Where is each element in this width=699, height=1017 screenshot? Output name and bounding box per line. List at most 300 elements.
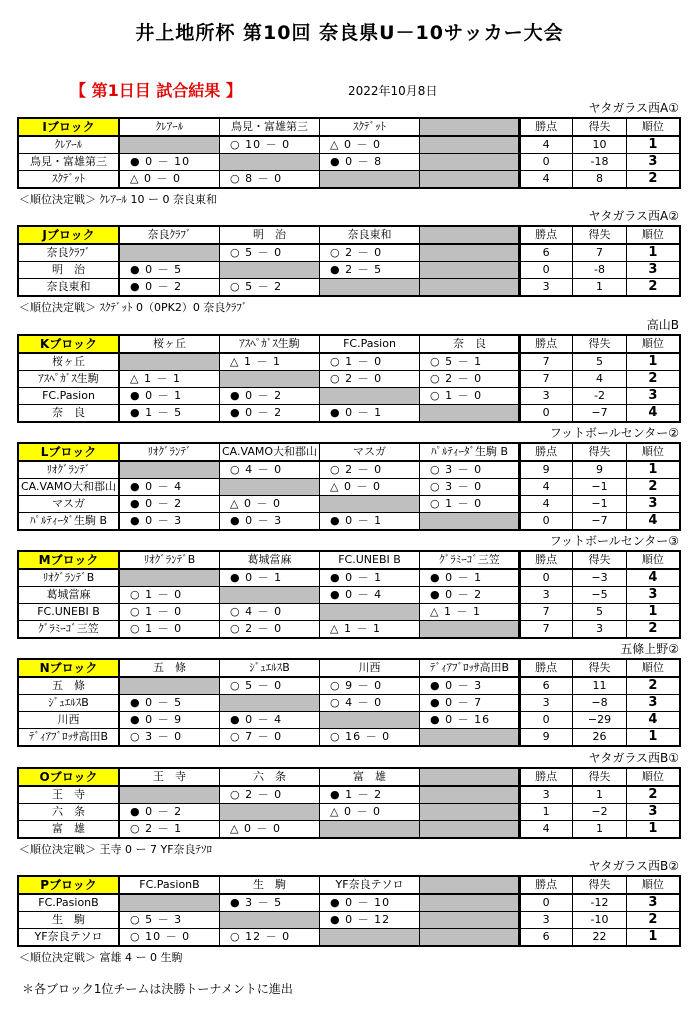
result-cell: ● 1 － 2	[320, 786, 420, 804]
result-cell: ● 0 － 2	[119, 496, 220, 513]
table-row	[18, 279, 520, 297]
rank-cell: 3	[626, 894, 680, 912]
goal-diff-cell: 10	[573, 136, 627, 154]
block-0	[17, 100, 681, 206]
team-column-header: YF奈良テソロ	[320, 876, 420, 894]
result-cell	[420, 804, 521, 821]
result-cell: ○ 2 － 0	[220, 621, 320, 639]
block-3	[17, 425, 681, 528]
table-row	[519, 894, 680, 912]
rank-cell: 2	[626, 912, 680, 929]
stats-header: 得失	[573, 335, 627, 353]
page-title: 井上地所杯 第10回 奈良県U－10サッカー大会	[135, 22, 564, 44]
result-cell: ○ 1 － 0	[119, 621, 220, 639]
table-row	[519, 279, 680, 297]
result-cell	[420, 136, 521, 154]
result-cell: ● 0 － 1	[320, 405, 420, 423]
goal-diff-cell: −29	[573, 712, 627, 729]
rank-cell: 2	[626, 171, 680, 189]
stats-header: 得失	[573, 226, 627, 244]
standings-table	[518, 658, 681, 747]
stats-header: 得失	[573, 551, 627, 569]
points-cell: 7	[519, 371, 573, 388]
venue-label: 五條上野②	[620, 642, 679, 656]
goal-diff-cell: 9	[573, 461, 627, 479]
table-row	[18, 136, 520, 154]
team-name: ｸﾞﾗﾐｰｺﾞ三笠	[18, 621, 119, 639]
table-row	[18, 371, 520, 388]
table-row	[18, 712, 520, 729]
table-row	[18, 929, 520, 947]
result-cell: △ 0 － 0	[119, 171, 220, 189]
goal-diff-cell: 26	[573, 729, 627, 747]
table-row	[519, 353, 680, 371]
table-row	[18, 353, 520, 371]
goal-diff-cell: −2	[573, 804, 627, 821]
rank-cell: 2	[626, 621, 680, 639]
stats-header: 勝点	[519, 876, 573, 894]
table-row	[18, 604, 520, 621]
table-row	[519, 405, 680, 423]
stats-header: 勝点	[519, 551, 573, 569]
venue-label: フットボールセンター②	[549, 426, 679, 440]
result-cell	[320, 821, 420, 839]
table-row	[18, 695, 520, 712]
team-name: ﾊﾟﾙﾃｨｰﾀﾞ生駒 B	[18, 513, 119, 531]
goal-diff-cell: −8	[573, 695, 627, 712]
header-row	[18, 551, 520, 569]
table-row	[18, 244, 520, 262]
stats-header: 順位	[626, 876, 680, 894]
table-row	[519, 677, 680, 695]
points-cell: 0	[519, 405, 573, 423]
rank-cell: 2	[626, 371, 680, 388]
team-name: 王 寺	[18, 786, 119, 804]
standings-table	[518, 875, 681, 947]
points-cell: 4	[519, 821, 573, 839]
block-7	[17, 858, 681, 964]
result-cell	[220, 587, 320, 604]
result-cell: ○ 7 － 0	[220, 729, 320, 747]
team-name: 桜ヶ丘	[18, 353, 119, 371]
table-row	[18, 479, 520, 496]
result-cell: ○ 2 － 0	[420, 371, 521, 388]
rank-cell: 1	[626, 821, 680, 839]
result-cell: ○ 4 － 0	[220, 604, 320, 621]
table-row	[519, 154, 680, 171]
result-cell: ○ 12 － 0	[220, 929, 320, 947]
table-row	[519, 587, 680, 604]
result-cell	[420, 621, 521, 639]
result-cell: ● 0 － 2	[119, 279, 220, 297]
result-cell: ○ 1 － 0	[119, 604, 220, 621]
result-cell	[220, 154, 320, 171]
points-cell: 7	[519, 353, 573, 371]
team-column-header: 富 雄	[320, 768, 420, 786]
venue-label: ヤタガラス西B①	[588, 751, 679, 765]
result-cell	[420, 279, 521, 297]
table-row	[519, 729, 680, 747]
table-row	[18, 513, 520, 531]
result-cell	[220, 479, 320, 496]
results-table	[17, 767, 521, 839]
stats-header: 得失	[573, 443, 627, 461]
result-cell: ● 3 － 5	[220, 894, 320, 912]
team-column-header: ｼﾞｭｴﾙｽB	[220, 659, 320, 677]
rank-cell: 4	[626, 405, 680, 423]
header-row	[519, 876, 680, 894]
result-cell: ○ 10 － 0	[220, 136, 320, 154]
points-cell: 4	[519, 496, 573, 513]
points-cell: 1	[519, 804, 573, 821]
stats-header: 順位	[626, 226, 680, 244]
table-row	[18, 154, 520, 171]
results-table	[17, 117, 521, 189]
result-cell	[320, 712, 420, 729]
standings-table	[518, 550, 681, 639]
table-row	[519, 712, 680, 729]
result-cell	[220, 695, 320, 712]
table-row	[18, 621, 520, 639]
team-column-header: CA.VAMO大和郡山	[220, 443, 320, 461]
rank-cell: 3	[626, 695, 680, 712]
result-cell: ○ 3 － 0	[420, 461, 521, 479]
team-name: YF奈良テソロ	[18, 929, 119, 947]
rank-cell: 3	[626, 154, 680, 171]
table-row	[18, 894, 520, 912]
rank-cell: 2	[626, 677, 680, 695]
team-name: CA.VAMO大和郡山	[18, 479, 119, 496]
team-column-header: 桜ヶ丘	[119, 335, 220, 353]
results-table	[17, 550, 521, 639]
stats-header: 順位	[626, 443, 680, 461]
stats-header: 順位	[626, 768, 680, 786]
team-column-header: ｽｸﾃﾞｯﾄ	[320, 118, 420, 136]
team-column-header	[420, 118, 521, 136]
goal-diff-cell: −5	[573, 587, 627, 604]
table-row	[519, 604, 680, 621]
points-cell: 9	[519, 461, 573, 479]
header-row	[18, 768, 520, 786]
team-column-header: 五 條	[119, 659, 220, 677]
goal-diff-cell: 3	[573, 621, 627, 639]
result-cell: △ 0 － 0	[320, 479, 420, 496]
result-cell: ○ 1 － 0	[119, 587, 220, 604]
result-cell: ● 0 － 2	[220, 388, 320, 405]
result-cell: ● 0 － 1	[420, 569, 521, 587]
goal-diff-cell: −1	[573, 479, 627, 496]
team-name: 富 雄	[18, 821, 119, 839]
result-cell: ○ 4 － 0	[220, 461, 320, 479]
result-cell: ○ 1 － 0	[320, 353, 420, 371]
result-cell: ● 0 － 10	[119, 154, 220, 171]
points-cell: 0	[519, 569, 573, 587]
team-name: 生 駒	[18, 912, 119, 929]
table-row	[519, 388, 680, 405]
block-name: Jブロック	[18, 226, 119, 244]
team-name: ﾘｵｸﾞﾗﾝﾃﾞ	[18, 461, 119, 479]
result-cell: ○ 2 － 0	[320, 371, 420, 388]
rank-cell: 2	[626, 279, 680, 297]
stats-header: 勝点	[519, 335, 573, 353]
result-cell	[119, 569, 220, 587]
result-cell	[119, 786, 220, 804]
goal-diff-cell: −7	[573, 513, 627, 531]
stats-header: 勝点	[519, 226, 573, 244]
result-cell: ● 0 － 16	[420, 712, 521, 729]
result-cell	[320, 388, 420, 405]
points-cell: 4	[519, 171, 573, 189]
result-cell: ● 0 － 10	[320, 894, 420, 912]
rank-cell: 2	[626, 479, 680, 496]
points-cell: 7	[519, 604, 573, 621]
points-cell: 0	[519, 712, 573, 729]
result-cell: ○ 2 － 0	[220, 786, 320, 804]
header-row	[519, 659, 680, 677]
goal-diff-cell: 1	[573, 821, 627, 839]
result-cell: ○ 5 － 2	[220, 279, 320, 297]
table-row	[519, 786, 680, 804]
team-name: ﾘｵｸﾞﾗﾝﾃﾞB	[18, 569, 119, 587]
result-cell: ○ 5 － 1	[420, 353, 521, 371]
team-column-header: 生 駒	[220, 876, 320, 894]
result-cell	[420, 262, 521, 279]
team-name: FC.Pasion	[18, 388, 119, 405]
header-row	[18, 335, 520, 353]
result-cell: △ 0 － 0	[320, 136, 420, 154]
standings-table	[518, 767, 681, 839]
team-name: FC.PasionB	[18, 894, 119, 912]
table-row	[18, 804, 520, 821]
result-cell	[119, 894, 220, 912]
table-row	[18, 171, 520, 189]
stats-header: 順位	[626, 118, 680, 136]
block-6	[17, 750, 681, 856]
team-column-header: 奈良ｸﾗﾌﾞ	[119, 226, 220, 244]
team-column-header: 奈良東和	[320, 226, 420, 244]
rank-cell: 3	[626, 262, 680, 279]
result-cell: ● 0 － 3	[119, 513, 220, 531]
team-name: ｸﾚｱｰﾙ	[18, 136, 119, 154]
result-cell: △ 0 － 0	[220, 496, 320, 513]
goal-diff-cell: 11	[573, 677, 627, 695]
table-row	[519, 244, 680, 262]
team-name: 奈良東和	[18, 279, 119, 297]
header-row	[18, 659, 520, 677]
result-cell	[320, 496, 420, 513]
result-cell: ● 0 － 4	[119, 479, 220, 496]
result-cell: ● 0 － 8	[320, 154, 420, 171]
stats-header: 勝点	[519, 659, 573, 677]
rank-cell: 4	[626, 712, 680, 729]
team-column-header: 奈 良	[420, 335, 521, 353]
team-column-header: ﾘｵｸﾞﾗﾝﾃﾞB	[119, 551, 220, 569]
team-name: ﾃﾞｨｱﾌﾞﾛｯｻ高田B	[18, 729, 119, 747]
block-name: Lブロック	[18, 443, 119, 461]
table-row	[519, 262, 680, 279]
table-row	[519, 804, 680, 821]
result-cell: ○ 2 － 0	[320, 461, 420, 479]
goal-diff-cell: −3	[573, 569, 627, 587]
goal-diff-cell: 7	[573, 244, 627, 262]
table-row	[519, 136, 680, 154]
stats-header: 勝点	[519, 443, 573, 461]
result-cell: ○ 1 － 0	[420, 496, 521, 513]
table-row	[18, 388, 520, 405]
result-cell	[220, 262, 320, 279]
header-row	[18, 226, 520, 244]
result-cell: △ 1 － 1	[320, 621, 420, 639]
result-cell: ○ 5 － 0	[220, 677, 320, 695]
result-cell: ○ 4 － 0	[320, 695, 420, 712]
result-cell	[320, 171, 420, 189]
table-row	[18, 496, 520, 513]
team-column-header: 王 寺	[119, 768, 220, 786]
team-column-header: FC.Pasion	[320, 335, 420, 353]
points-cell: 3	[519, 912, 573, 929]
goal-diff-cell: 1	[573, 279, 627, 297]
table-row	[519, 621, 680, 639]
result-cell: ● 0 － 7	[420, 695, 521, 712]
result-cell: ○ 2 － 1	[119, 821, 220, 839]
result-cell: ● 0 － 2	[119, 804, 220, 821]
points-cell: 0	[519, 262, 573, 279]
result-cell: ○ 8 － 0	[220, 171, 320, 189]
header-row	[519, 335, 680, 353]
result-cell	[119, 677, 220, 695]
team-name: 五 條	[18, 677, 119, 695]
rank-cell: 1	[626, 136, 680, 154]
result-cell: ● 0 － 2	[420, 587, 521, 604]
team-column-header: FC.UNEBI B	[320, 551, 420, 569]
result-cell	[220, 804, 320, 821]
table-row	[18, 587, 520, 604]
team-column-header: 川西	[320, 659, 420, 677]
header-row	[519, 226, 680, 244]
goal-diff-cell: −1	[573, 496, 627, 513]
venue-label: ヤタガラス西B②	[588, 859, 679, 873]
stats-header: 得失	[573, 876, 627, 894]
goal-diff-cell: 1	[573, 786, 627, 804]
block-name: Oブロック	[18, 768, 119, 786]
footer-note: ＊各ブロック1位チームは決勝トーナメントに進出	[22, 982, 293, 996]
result-cell	[119, 353, 220, 371]
points-cell: 6	[519, 677, 573, 695]
block-1	[17, 208, 681, 314]
stats-header: 得失	[573, 659, 627, 677]
team-column-header	[420, 226, 521, 244]
result-cell: ○ 16 － 0	[320, 729, 420, 747]
result-cell: ○ 9 － 0	[320, 677, 420, 695]
team-column-header: ﾊﾟﾙﾃｨｰﾀﾞ生駒 B	[420, 443, 521, 461]
result-cell	[420, 912, 521, 929]
result-cell	[420, 729, 521, 747]
rank-cell: 1	[626, 353, 680, 371]
team-column-header	[420, 876, 521, 894]
stats-header: 得失	[573, 118, 627, 136]
team-name: マスガ	[18, 496, 119, 513]
header-row	[18, 876, 520, 894]
goal-diff-cell: -10	[573, 912, 627, 929]
result-cell: △ 0 － 0	[220, 821, 320, 839]
block-name: Iブロック	[18, 118, 119, 136]
result-cell: △ 1 － 1	[119, 371, 220, 388]
stats-header: 順位	[626, 551, 680, 569]
result-cell: ● 0 － 1	[320, 569, 420, 587]
playoff-note: ＜順位決定戦＞ 富雄 4 ー 0 生駒	[19, 951, 183, 964]
team-name: FC.UNEBI B	[18, 604, 119, 621]
table-row	[519, 513, 680, 531]
result-cell	[420, 894, 521, 912]
result-cell	[420, 929, 521, 947]
result-cell: △ 1 － 1	[420, 604, 521, 621]
result-cell: ● 0 － 5	[119, 695, 220, 712]
team-name: 奈 良	[18, 405, 119, 423]
result-cell: ● 0 － 3	[420, 677, 521, 695]
venue-label: 高山B	[646, 318, 679, 332]
table-row	[519, 171, 680, 189]
venue-label: フットボールセンター③	[549, 534, 679, 548]
rank-cell: 1	[626, 729, 680, 747]
rank-cell: 3	[626, 804, 680, 821]
result-cell: ● 0 － 1	[220, 569, 320, 587]
result-cell	[320, 604, 420, 621]
goal-diff-cell: 5	[573, 353, 627, 371]
table-row	[18, 786, 520, 804]
points-cell: 3	[519, 587, 573, 604]
table-row	[18, 821, 520, 839]
table-row	[18, 677, 520, 695]
result-cell	[220, 912, 320, 929]
table-row	[18, 729, 520, 747]
table-row	[519, 371, 680, 388]
table-row	[18, 569, 520, 587]
goal-diff-cell: -18	[573, 154, 627, 171]
goal-diff-cell: −7	[573, 405, 627, 423]
result-cell	[119, 244, 220, 262]
team-column-header: マスガ	[320, 443, 420, 461]
goal-diff-cell: 4	[573, 371, 627, 388]
goal-diff-cell: 22	[573, 929, 627, 947]
header-row	[519, 551, 680, 569]
team-column-header: ﾘｵｸﾞﾗﾝﾃﾞ	[119, 443, 220, 461]
result-cell: ● 0 － 1	[119, 388, 220, 405]
stats-header: 勝点	[519, 768, 573, 786]
result-cell: ○ 3 － 0	[420, 479, 521, 496]
team-column-header	[420, 768, 521, 786]
block-5	[17, 641, 681, 744]
block-2	[17, 317, 681, 420]
rank-cell: 1	[626, 244, 680, 262]
result-cell: △ 1 － 1	[220, 353, 320, 371]
result-cell: ● 2 － 5	[320, 262, 420, 279]
points-cell: 9	[519, 729, 573, 747]
result-cell: ● 0 － 12	[320, 912, 420, 929]
points-cell: 3	[519, 279, 573, 297]
result-cell: ○ 2 － 0	[320, 244, 420, 262]
points-cell: 4	[519, 136, 573, 154]
table-row	[18, 405, 520, 423]
rank-cell: 1	[626, 929, 680, 947]
table-row	[519, 569, 680, 587]
venue-label: ヤタガラス西A②	[588, 209, 679, 223]
rank-cell: 3	[626, 388, 680, 405]
block-name: Nブロック	[18, 659, 119, 677]
result-cell: ● 0 － 2	[220, 405, 320, 423]
team-name: 葛城當麻	[18, 587, 119, 604]
result-cell: ● 0 － 4	[320, 587, 420, 604]
date-label: 2022年10月8日	[348, 84, 438, 98]
